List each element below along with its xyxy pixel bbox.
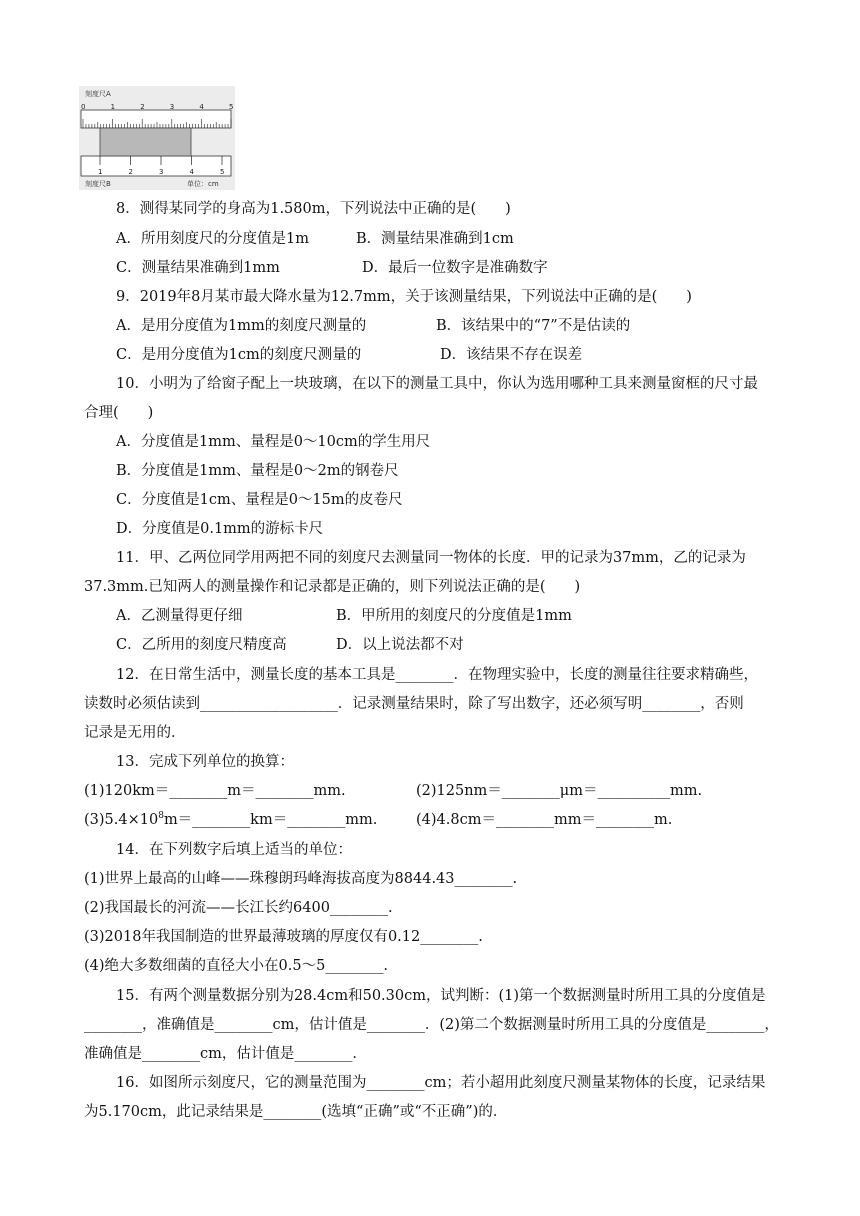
q16-line2: 为5.170cm，此记录结果是________(选填“正确”或“不正确”)的． — [84, 1104, 508, 1120]
unit-label: 单位：cm — [187, 180, 219, 188]
q10-stem-line1: 10．小明为了给窗子配上一块玻璃，在以下的测量工具中，你认为选用哪种工具来测量窗框的尺寸最 — [116, 376, 758, 392]
q15-line1: 15．有两个测量数据分别为28.4cm和50.30cm，试判断：(1)第一个数据测量时所用工具的分度值是 — [116, 988, 766, 1004]
ruler-b — [81, 156, 231, 176]
ruler-a-label: 刻度尺A — [85, 90, 111, 98]
q10-option-b: B．分度值是1mm、量程是0～2m的钢卷尺 — [116, 463, 399, 479]
q13-part3-rest: m＝________km＝________mm. — [163, 812, 378, 828]
q13-part3-exponent: 8 — [158, 811, 164, 822]
q11-stem-line1: 11．甲、乙两位同学用两把不同的刻度尺去测量同一物体的长度．甲的记录为37mm，乙的记录为 — [116, 550, 746, 566]
q13-part1: (1)120km＝________m＝________mm. — [84, 783, 346, 799]
ruler-a-number: 2 — [140, 103, 145, 111]
q14-part2: (2)我国最长的河流——长江长约6400________. — [84, 900, 393, 916]
ruler-b-label: 刻度尺B — [85, 180, 111, 188]
ruler-a-number: 5 — [229, 103, 234, 111]
q9-option-a: A．是用分度值为1mm的刻度尺测量的 — [116, 318, 367, 334]
ruler-b-number: 1 — [98, 168, 103, 176]
q14-part1: (1)世界上最高的山峰——珠穆朗玛峰海拔高度为8844.43________. — [84, 871, 518, 887]
q9-stem: 9．2019年8月某市最大降水量为12.7mm，关于该测量结果，下列说法中正确的是( ) — [116, 289, 692, 305]
q8-option-d: D．最后一位数字是准确数字 — [362, 260, 548, 276]
q11-stem-line2: 37.3mm.已知两人的测量操作和记录都是正确的，则下列说法正确的是( ) — [84, 579, 581, 595]
ruler-b-number: 2 — [128, 168, 133, 176]
q11-option-a: A．乙测量得更仔细 — [116, 608, 243, 624]
q13-part3-base: (3)5.4×10 — [84, 812, 159, 828]
q9-option-b: B．该结果中的“7”不是估读的 — [436, 318, 631, 334]
q13-part2: (2)125nm＝________μm＝__________mm. — [416, 783, 703, 799]
ruler-a-number: 3 — [169, 103, 175, 111]
q8-option-c: C．测量结果准确到1mm — [116, 260, 280, 276]
q14-part3: (3)2018年我国制造的世界最薄玻璃的厚度仅有0.12________. — [84, 929, 483, 945]
q13-part3 — [84, 808, 377, 829]
q8-option-a: A．所用刻度尺的分度值是1m — [116, 231, 309, 247]
q10-option-a: A．分度值是1mm、量程是0～10cm的学生用尺 — [116, 434, 431, 450]
measured-object — [100, 128, 191, 156]
q15-line3: 准确值是________cm，估计值是________． — [84, 1046, 367, 1062]
q16-line1: 16．如图所示刻度尺，它的测量范围为________cm；若小超用此刻度尺测量某物体的长度，记录结果 — [116, 1075, 766, 1091]
q14-stem: 14．在下列数字后填上适当的单位： — [116, 842, 352, 858]
q11-option-d: D．以上说法都不对 — [336, 637, 464, 653]
q10-option-d: D．分度值是0.1mm的游标卡尺 — [116, 521, 324, 537]
ruler-a-number: 4 — [199, 103, 204, 111]
q14-part4: (4)绝大多数细菌的直径大小在0.5～5________. — [84, 958, 388, 974]
ruler-a-number: 1 — [110, 103, 116, 111]
q10-option-c: C．分度值是1cm、量程是0～15m的皮卷尺 — [116, 492, 403, 508]
q15-line2: ________，准确值是________cm，估计值是________．(2)第二个数据测量时所用工具的分度值是________， — [84, 1017, 779, 1033]
q9-option-c: C．是用分度值为1cm的刻度尺测量的 — [116, 347, 362, 363]
q8-option-b: B．测量结果准确到1cm — [356, 231, 514, 247]
q8-stem: 8．测得某同学的身高为1.580m，下列说法中正确的是( ) — [116, 201, 511, 217]
q11-option-c: C．乙所用的刻度尺精度高 — [116, 637, 287, 653]
ruler-b-number: 5 — [220, 168, 225, 176]
ruler-b-number: 3 — [159, 168, 164, 176]
q13-stem: 13．完成下列单位的换算： — [116, 754, 294, 770]
ruler-figure — [79, 86, 235, 190]
q10-stem-line2: 合理( ) — [84, 405, 154, 421]
q9-option-d: D．该结果不存在误差 — [440, 347, 583, 363]
ruler-b-number: 4 — [189, 168, 194, 176]
q12-line1: 12．在日常生活中，测量长度的基本工具是________．在物理实验中，长度的测量往往要求精确些， — [116, 667, 758, 683]
q12-line2: 读数时必须估读到___________________．记录测量结果时，除了写出数字，还必须写明________，否则 — [84, 696, 744, 712]
q13-part4: (4)4.8cm＝________mm＝________m. — [416, 812, 673, 828]
q11-option-b: B．甲所用的刻度尺的分度值是1mm — [336, 608, 572, 624]
q12-line3: 记录是无用的． — [84, 725, 186, 741]
ruler-a-number: 0 — [81, 103, 86, 111]
